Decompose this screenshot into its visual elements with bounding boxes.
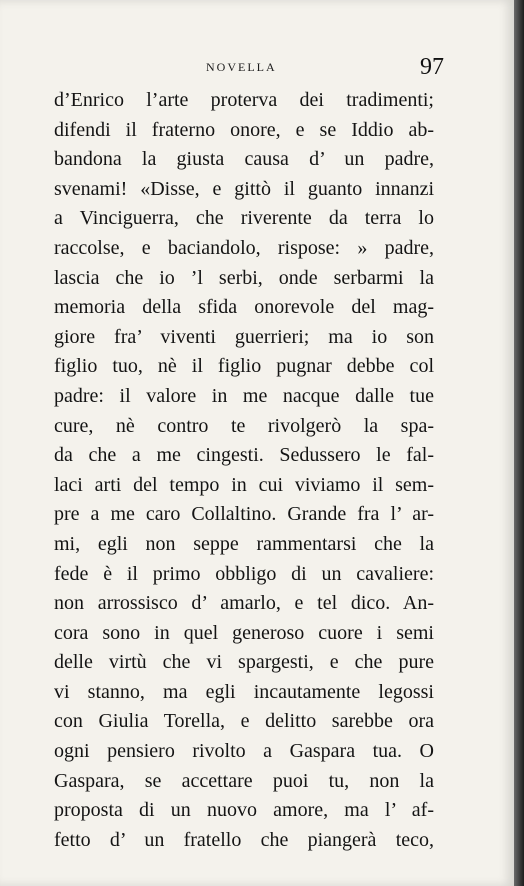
text-line: ogni pensiero rivolto a Gaspara tua. O [54, 740, 434, 763]
text-line: cora sono in quel generoso cuore i semi [54, 621, 434, 644]
page-edge-shadow [514, 0, 524, 886]
text-line: padre: il valore in me nacque dalle tue [54, 384, 434, 407]
text-line: fede è il primo obbligo di un cavaliere: [54, 562, 434, 585]
text-line: lascia che io ’l serbi, onde serbarmi la [54, 266, 434, 289]
text-line: fetto d’ un fratello che piangerà teco, [54, 828, 434, 851]
text-line: proposta di un nuovo amore, ma l’ af- [54, 799, 434, 822]
page-number: 97 [420, 54, 444, 80]
text-line: mi, egli non seppe rammentarsi che la [54, 532, 434, 555]
text-line: difendi il fraterno onore, e se Iddio ab- [54, 118, 434, 141]
text-line: a Vinciguerra, che riverente da terra lo [54, 207, 434, 230]
text-line: Gaspara, se accettare puoi tu, non la [54, 769, 434, 792]
text-line: giore fra’ viventi guerrieri; ma io son [54, 325, 434, 348]
running-head: NOVELLA [206, 60, 277, 74]
text-line: con Giulia Torella, e delitto sarebbe ora [54, 710, 434, 733]
text-line: memoria della sfida onorevole del mag- [54, 296, 434, 319]
text-line: bandona la giusta causa d’ un padre, [54, 148, 434, 171]
text-line: raccolse, e baciandolo, rispose: » padre, [54, 236, 434, 259]
text-line: pre a me caro Collaltino. Grande fra l’ ar- [54, 503, 434, 526]
text-line: non arrossisco d’ amarlo, e tel dico. An- [54, 592, 434, 615]
text-line: da che a me cingesti. Sedussero le fal- [54, 444, 434, 467]
body-text [54, 86, 434, 855]
text-line: d’Enrico l’arte proterva dei tradimenti; [54, 89, 434, 111]
text-line: vi stanno, ma egli incautamente legossi [54, 680, 434, 703]
text-line: figlio tuo, nè il figlio pugnar debbe col [54, 355, 434, 378]
page-header [44, 54, 444, 90]
text-line: laci arti del tempo in cui viviamo il sem- [54, 473, 434, 496]
text-line: svenami! «Disse, e gittò il guanto innanzi [54, 177, 434, 200]
text-line: cure, nè contro te rivolgerò la spa- [54, 414, 434, 437]
text-line: delle virtù che vi spargesti, e che pure [54, 651, 434, 674]
